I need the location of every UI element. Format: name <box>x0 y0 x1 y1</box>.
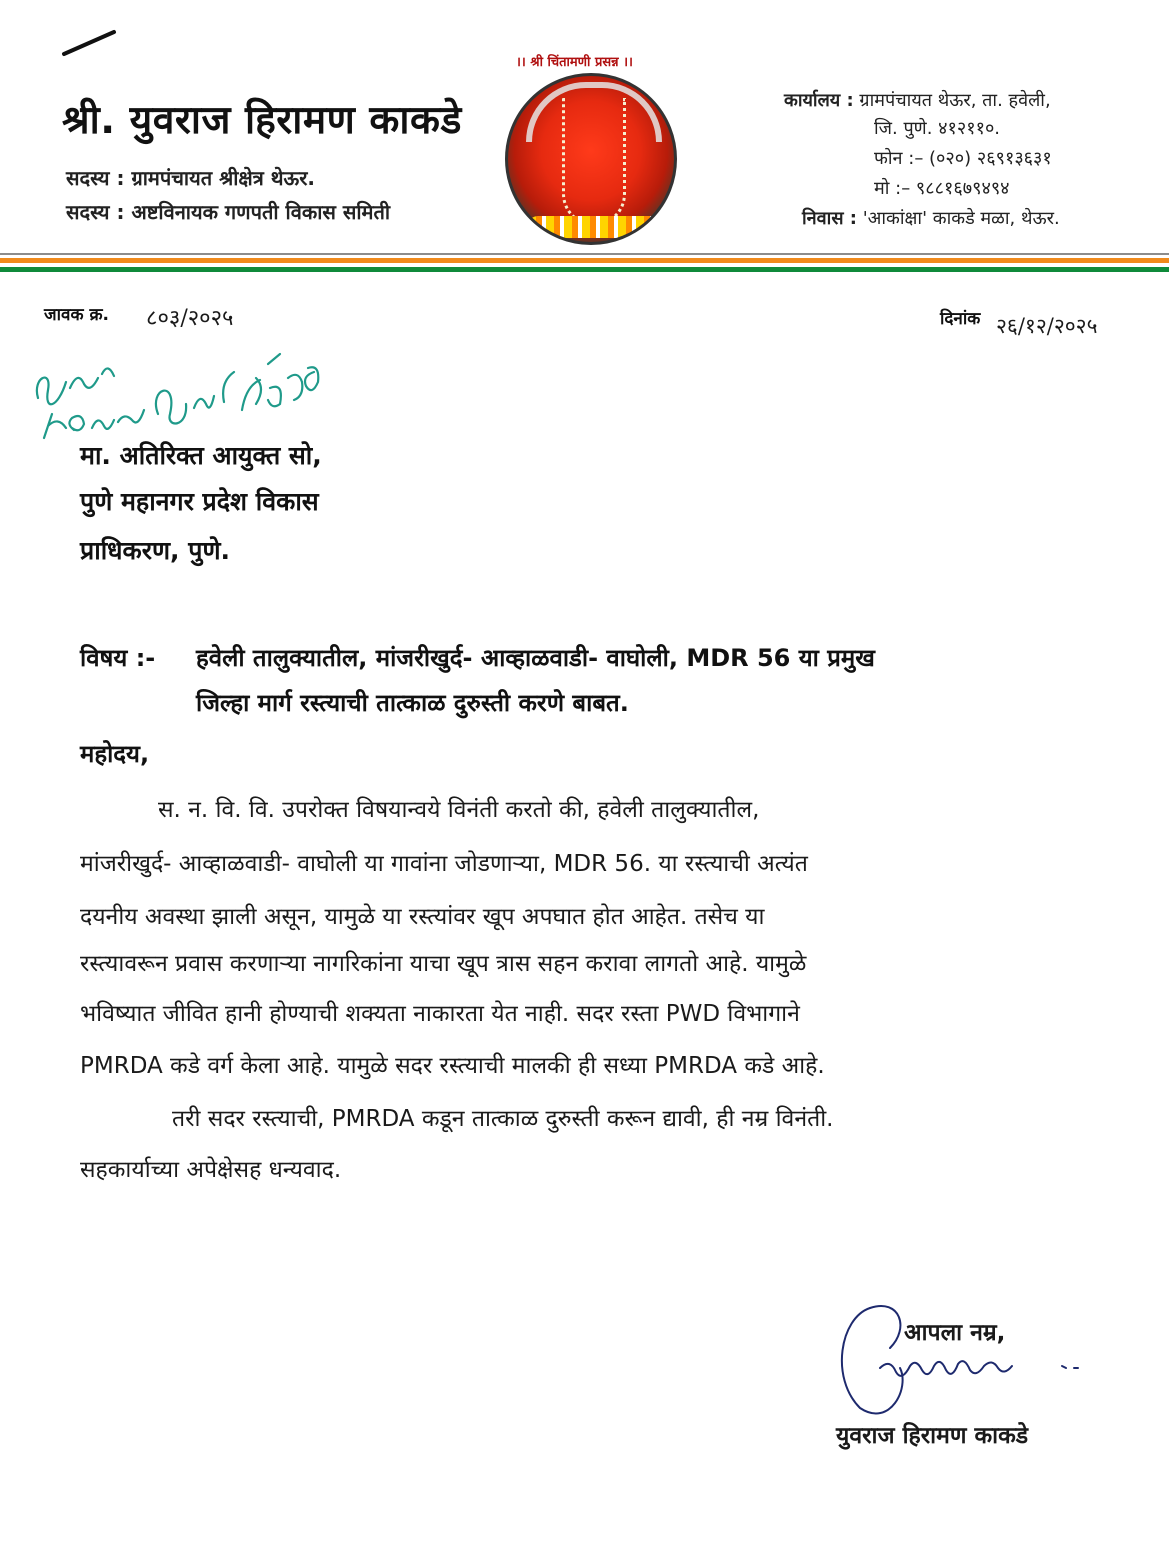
tricolor-green-band <box>0 267 1169 272</box>
salutation: महोदय, <box>80 740 150 768</box>
body-line-4: रस्त्यावरून प्रवास करणाऱ्या नागरिकांना याचा खूप त्रास सहन करावा लागतो आहे. यामुळे <box>80 951 807 977</box>
residence-line <box>802 206 1060 230</box>
office-address-line <box>784 88 1051 112</box>
body-line-3: दयनीय अवस्था झाली असून, यामुळे या रस्त्यांवर खूप अपघात होत आहेत. तसेच या <box>80 904 765 930</box>
outward-number-label: जावक क्र. <box>44 305 109 325</box>
date-value: २६/१२/२०२५ <box>996 314 1098 338</box>
outward-number-value: ८०३/२०२५ <box>146 306 234 331</box>
body-line-5: भविष्यात जीवित हानी होण्याची शक्यता नाकारता येत नाही. सदर रस्ता PWD विभागाने <box>80 1001 800 1027</box>
residence-label: निवास : <box>802 208 857 229</box>
body-line-1: स. न. वि. वि. उपरोक्त विषयान्वये विनंती करतो की, हवेली तालुक्यातील, <box>158 797 760 823</box>
body-line-8: सहकार्याच्या अपेक्षेसह धन्यवाद. <box>80 1157 342 1183</box>
pen-stroke-mark <box>60 28 120 58</box>
addressee-line-2: पुणे महानगर प्रदेश विकास <box>80 487 319 516</box>
closing-text: आपला नम्र, <box>904 1320 1006 1346</box>
office-district-line: जि. पुणे. ४१२११०. <box>874 118 1001 139</box>
office-mobile-line: मो :– ९८८१६७९४९४ <box>874 178 1010 199</box>
subject-label: विषय :- <box>80 644 156 672</box>
subject-line-2: जिल्हा मार्ग रस्त्याची तात्काळ दुरुस्ती करणे बाबत. <box>196 689 629 717</box>
blessing-text: ।। श्री चिंतामणी प्रसन्न ।। <box>516 55 633 70</box>
deity-photo <box>505 73 677 245</box>
letterhead-name: श्री. युवराज हिरामण काकडे <box>62 98 462 143</box>
office-label: कार्यालय : <box>784 90 854 111</box>
handwritten-signature <box>830 1288 1090 1438</box>
addressee-line-1: मा. अतिरिक्त आयुक्त सो, <box>80 441 322 470</box>
body-line-6: PMRDA कडे वर्ग केला आहे. यामुळे सदर रस्त्याची मालकी ही सध्या PMRDA कडे आहे. <box>80 1053 825 1079</box>
garland <box>562 98 626 226</box>
date-label: दिनांक <box>940 309 981 329</box>
subject-line-1: हवेली तालुक्यातील, मांजरीखुर्द- आव्हाळवाडी- वाघोली, MDR 56 या प्रमुख <box>196 644 875 672</box>
member-line-ashtavinayak: सदस्य : अष्टविनायक गणपती विकास समिती <box>66 200 391 224</box>
signer-name: युवराज हिरामण काकडे <box>836 1423 1029 1449</box>
header-divider-line <box>0 253 1169 255</box>
body-line-2: मांजरीखुर्द- आव्हाळवाडी- वाघोली या गावांना जोडणाऱ्या, MDR 56. या रस्त्याची अत्यंत <box>80 851 808 877</box>
addressee-line-3: प्राधिकरण, पुणे. <box>80 536 231 565</box>
flower-offerings <box>528 216 660 238</box>
office-text: ग्रामपंचायत थेऊर, ता. हवेली, <box>853 90 1051 111</box>
body-line-7: तरी सदर रस्त्याची, PMRDA कडून तात्काळ दुरुस्ती करून द्यावी, ही नम्र विनंती. <box>172 1106 834 1132</box>
member-line-grampanchayat: सदस्य : ग्रामपंचायत श्रीक्षेत्र थेऊर. <box>66 166 316 190</box>
office-phone-line: फोन :– (०२०) २६९१३६३१ <box>874 148 1052 169</box>
residence-text: 'आकांक्षा' काकडे मळा, थेऊर. <box>856 208 1060 229</box>
